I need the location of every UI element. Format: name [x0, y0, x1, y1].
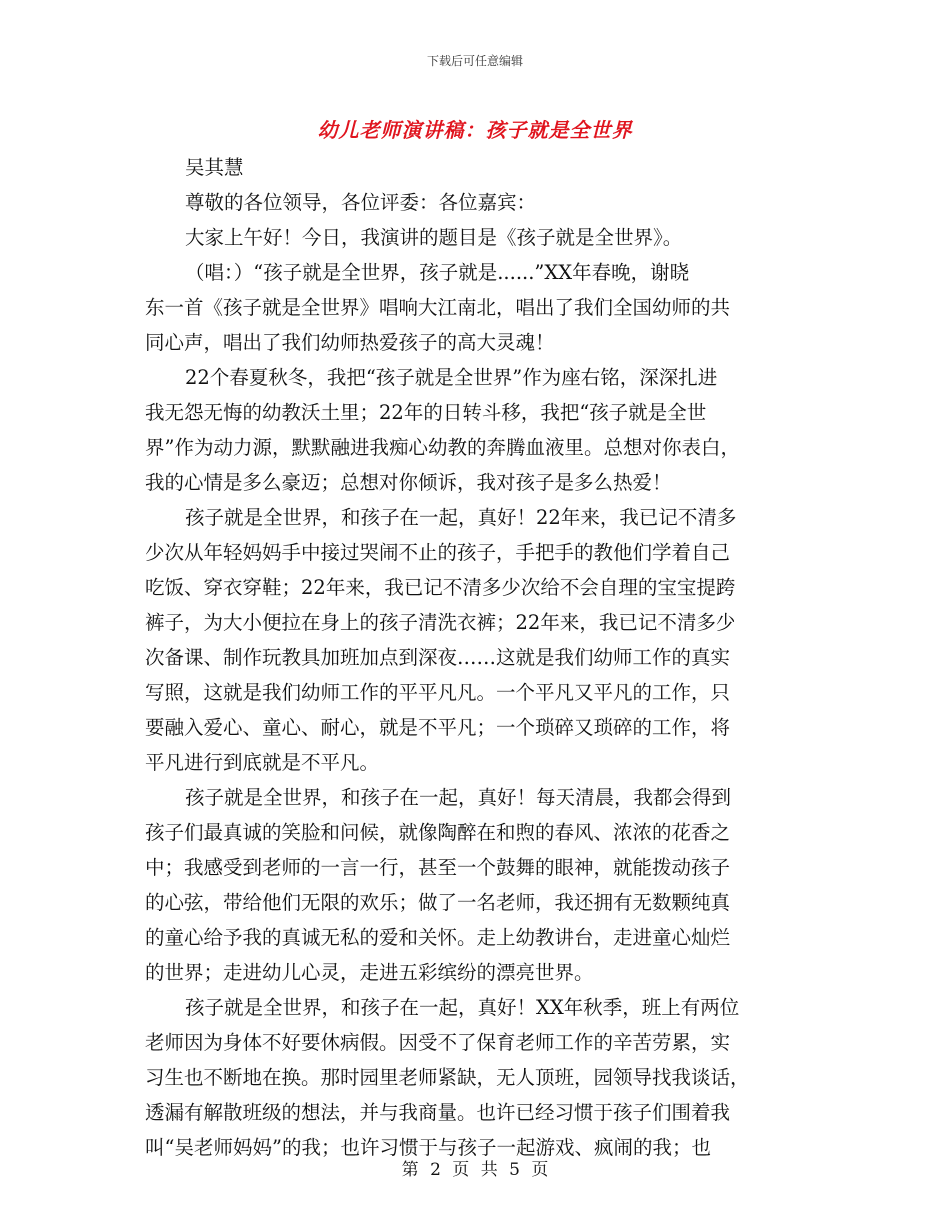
document-body [145, 150, 805, 1165]
text-line: 的童心给予我的真诚无私的爱和关怀。走上幼教讲台，走进童心灿烂 [145, 926, 731, 949]
text-line: 要融入爱心、童心、耐心，就是不平凡；一个琐碎又琐碎的工作，将 [145, 716, 731, 739]
text-line: 我的心情是多么豪迈；总想对你倾诉，我对孩子是多么热爱！ [145, 471, 672, 494]
text-line: 裤子，为大小便拉在身上的孩子清洗衣裤；22年来，我已记不清多少 [145, 611, 736, 634]
text-line: 孩子就是全世界，和孩子在一起，真好！每天清晨，我都会得到 [185, 786, 732, 809]
text-line: 透漏有解散班级的想法，并与我商量。也许已经习惯于孩子们围着我 [145, 1101, 731, 1124]
text-line: 界”作为动力源，默默融进我痴心幼教的奔腾血液里。总想对你表白， [145, 436, 740, 459]
text-line: 少次从年轻妈妈手中接过哭闹不止的孩子，手把手的教他们学着自己 [145, 541, 731, 564]
text-line: 孩子就是全世界，和孩子在一起，真好！XX年秋季，班上有两位 [185, 996, 740, 1019]
text-line: 孩子们最真诚的笑脸和问候，就像陶醉在和煦的春风、浓浓的花香之 [145, 821, 731, 844]
text-line: 叫“吴老师妈妈”的我；也许习惯于与孩子一起游戏、疯闹的我；也 [145, 1136, 711, 1159]
page-footer: 第 2 页 共 5 页 [401, 1160, 549, 1180]
text-line: 老师因为身体不好要休病假。因受不了保育老师工作的辛苦劳累，实 [145, 1031, 731, 1054]
text-line: 中；我感受到老师的一言一行，甚至一个鼓舞的眼神，就能拨动孩子 [145, 856, 731, 879]
text-line: 吃饭、穿衣穿鞋；22年来，我已记不清多少次给不会自理的宝宝提跨 [145, 576, 736, 599]
text-line: 吴其慧 [185, 156, 244, 179]
text-line: （唱：）“孩子就是全世界，孩子就是......”XX年春晚，谢晓 [185, 261, 690, 284]
text-line: 平凡进行到底就是不平凡。 [145, 751, 380, 774]
text-line: 同心声，唱出了我们幼师热爱孩子的高大灵魂！ [145, 331, 555, 354]
text-line: 次备课、制作玩教具加班加点到深夜……这就是我们幼师工作的真实 [145, 646, 731, 669]
document-title: 幼儿老师演讲稿：孩子就是全世界 [317, 118, 633, 142]
page-header-note: 下载后可任意编辑 [426, 54, 523, 68]
text-line: 大家上午好！今日，我演讲的题目是《孩子就是全世界》。 [185, 226, 683, 249]
text-line: 孩子就是全世界，和孩子在一起，真好！22年来，我已记不清多 [185, 506, 737, 529]
text-line: 的世界；走进幼儿心灵，走进五彩缤纷的漂亮世界。 [145, 961, 594, 984]
text-line: 习生也不断地在换。那时园里老师紧缺，无人顶班，园领导找我谈话， [145, 1066, 750, 1089]
text-line: 的心弦，带给他们无限的欢乐；做了一名老师，我还拥有无数颗纯真 [145, 891, 731, 914]
text-line: 写照，这就是我们幼师工作的平平凡凡。一个平凡又平凡的工作，只 [145, 681, 731, 704]
text-line: 东一首《孩子就是全世界》唱响大江南北，唱出了我们全国幼师的共 [145, 296, 731, 319]
text-line: 尊敬的各位领导，各位评委：各位嘉宾： [185, 191, 537, 214]
text-line: 我无怨无悔的幼教沃土里；22年的日转斗移，我把“孩子就是全世 [145, 401, 707, 424]
text-line: 22个春夏秋冬，我把“孩子就是全世界”作为座右铭，深深扎进 [185, 366, 718, 389]
